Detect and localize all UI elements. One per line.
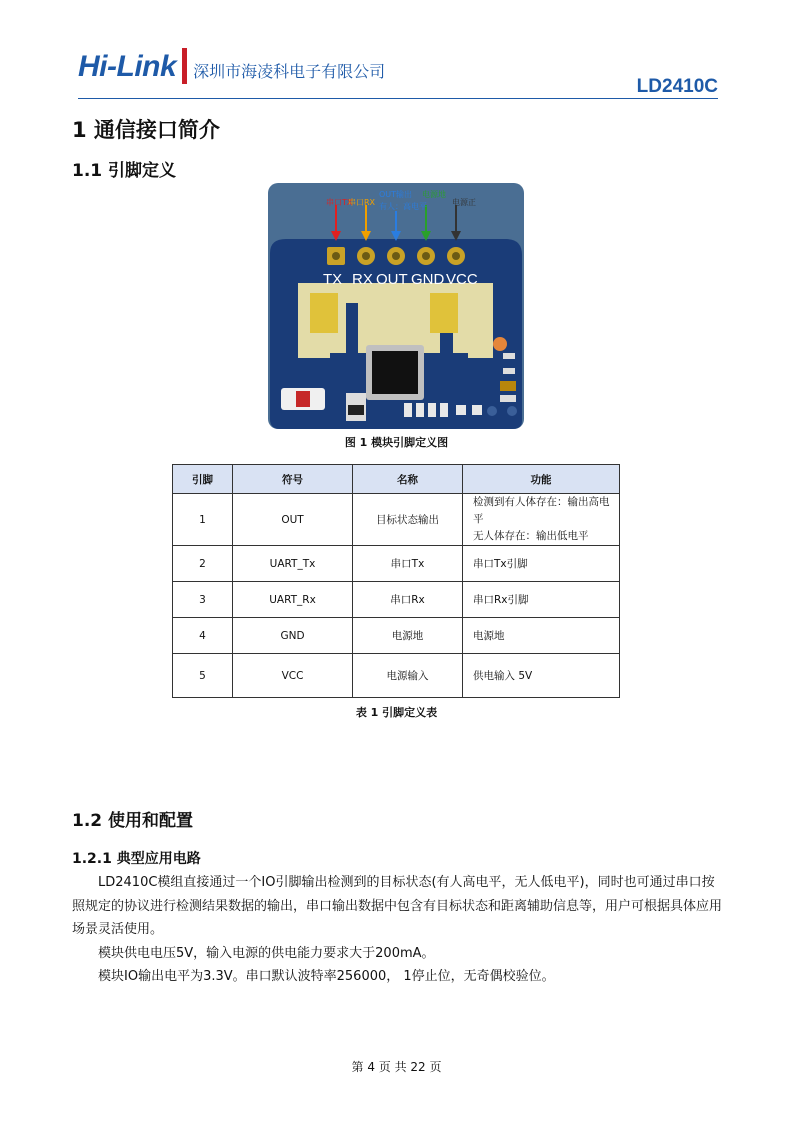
pin-name: 目标状态输出 — [353, 494, 463, 546]
silk-label-out: OUT — [376, 271, 408, 288]
pin-symbol: VCC — [233, 654, 353, 698]
table-row — [173, 582, 620, 618]
subsubsection-heading: 1.2.1 典型应用电路 — [72, 851, 201, 867]
silk-label-vcc: VCC — [446, 271, 478, 288]
logo-text: Hi-Link — [78, 50, 177, 83]
subsection-heading: 1.1 引脚定义 — [72, 161, 177, 181]
pin-number: 4 — [173, 618, 233, 654]
pin-number: 1 — [173, 494, 233, 546]
page-footer: 第 4 页 共 22 页 — [351, 1060, 442, 1074]
table-row — [173, 654, 620, 698]
figure-caption: 图 1 模块引脚定义图 — [344, 436, 449, 449]
body-paragraph: LD2410C模组直接通过一个IO引脚输出检测到的目标状态(有人高电平，无人低电平)，同时也可通过串口按照规定的协议进行检测结果数据的输出，串口输出数据中包含有目标状态和距离辅助信息等，用户可根据具体应用场景灵活使用。 — [72, 875, 723, 937]
pin-symbol: UART_Rx — [233, 582, 353, 618]
pin-number: 5 — [173, 654, 233, 698]
pin-function-line: 无人体存在：输出低电平 — [473, 530, 589, 542]
antenna-patch-left — [310, 293, 338, 333]
pin-name: 电源地 — [353, 618, 463, 654]
pin-symbol: OUT — [233, 494, 353, 546]
pin-number: 2 — [173, 546, 233, 582]
arrow-label-vcc: 电源正 — [452, 198, 476, 207]
company-name: 深圳市海凌科电子有限公司 — [193, 62, 386, 81]
radar-chip — [372, 351, 418, 394]
silk-label-rx: RX — [352, 271, 373, 288]
table-header-cell: 符号 — [233, 465, 353, 494]
table-row — [173, 494, 620, 546]
pin-function: 供电输入 5V — [463, 654, 620, 698]
silk-label-gnd: GND — [411, 271, 445, 288]
table-header-cell: 引脚 — [173, 465, 233, 494]
module-pinout-figure — [268, 183, 524, 429]
document-code: LD2410C — [636, 76, 718, 97]
table-header-row — [173, 465, 620, 494]
table-header-cell: 功能 — [463, 465, 620, 494]
arrow-label-tx: 串口TX — [326, 198, 353, 207]
arrow-label-out: OUT输出 — [379, 190, 413, 199]
pin-name: 串口Tx — [353, 546, 463, 582]
pin-function-line: 检测到有人体存在：输出高电平 — [473, 496, 610, 525]
pin-symbol: GND — [233, 618, 353, 654]
pin-function: 串口Tx引脚 — [463, 546, 620, 582]
company-logo — [78, 44, 385, 84]
arrow-label-gnd: 电源地 — [422, 190, 446, 199]
section-heading: 1 通信接口简介 — [72, 118, 220, 142]
table-header-cell: 名称 — [353, 465, 463, 494]
pin-name: 电源输入 — [353, 654, 463, 698]
table-caption: 表 1 引脚定义表 — [355, 706, 438, 719]
arrow-label-rx: 串口RX — [348, 198, 376, 207]
table-row — [173, 546, 620, 582]
pin-number: 3 — [173, 582, 233, 618]
arrow-label-out-high: 有人：高电平 — [379, 202, 427, 211]
body-paragraph: 模块IO输出电平为3.3V。串口默认波特率256000， 1停止位，无奇偶校验位。 — [98, 969, 555, 984]
pin-symbol: UART_Tx — [233, 546, 353, 582]
pin-function: 电源地 — [463, 618, 620, 654]
pin-function: 串口Rx引脚 — [463, 582, 620, 618]
table-row — [173, 618, 620, 654]
silk-label-tx: TX — [323, 271, 343, 288]
antenna-patch-right — [430, 293, 458, 333]
led-component — [493, 337, 507, 351]
header-rule — [78, 98, 718, 99]
pin-definition-table — [172, 464, 620, 698]
body-text — [72, 871, 722, 989]
logo-divider — [182, 48, 187, 84]
pin-function — [463, 494, 620, 546]
pin-name: 串口Rx — [353, 582, 463, 618]
body-paragraph: 模块供电电压5V，输入电源的供电能力要求大于200mA。 — [98, 945, 435, 961]
subsection-heading: 1.2 使用和配置 — [72, 811, 194, 831]
